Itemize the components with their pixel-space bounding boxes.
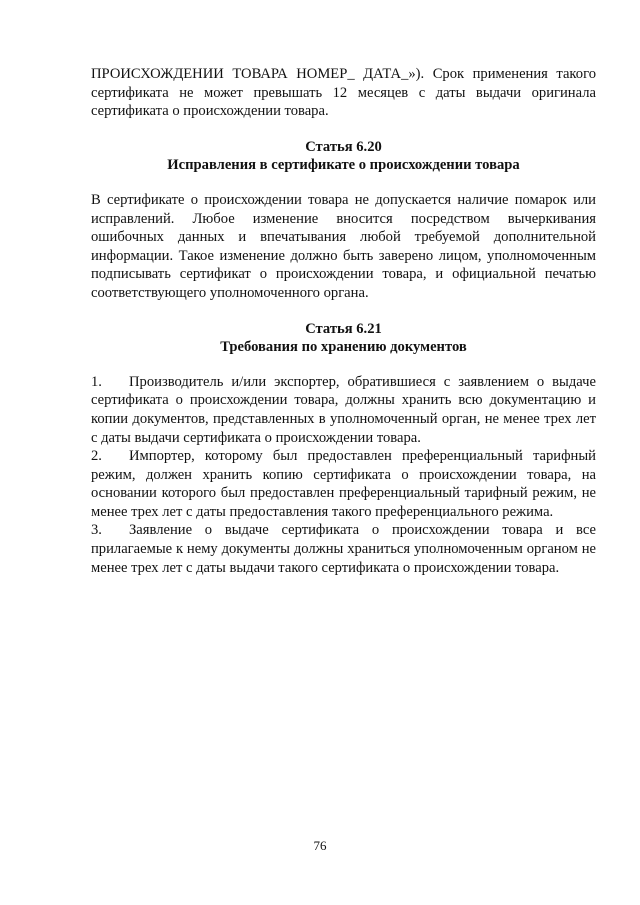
article-6-20-number: Статья 6.20 <box>305 138 382 155</box>
spacer <box>91 357 596 373</box>
list-item <box>91 521 596 577</box>
page-number: 76 <box>313 838 327 853</box>
list-item-text: Производитель и/или экспортер, обратившиеся с заявлением о выдаче сертификата о происхождении товара, должны хранить всю документацию и копии документов, представленных в уполномоченный орган, не менее трех лет с даты выдачи сертификата о происхождении товара. <box>91 373 596 446</box>
list-item <box>91 447 596 521</box>
list-item <box>91 373 596 447</box>
article-6-21-title: Требования по хранению документов <box>220 339 467 356</box>
spacer <box>91 175 596 191</box>
list-item-number: 2. <box>91 448 102 465</box>
list-item-text: Импортер, которому был предоставлен преференциальный тарифный режим, должен хранить копию сертификата о происхождении товара, на основании которого был предоставлен преференциальный тарифный режим, не менее трех лет с даты предоставления такого преференциального режима. <box>91 448 596 520</box>
intro-paragraph: ПРОИСХОЖДЕНИИ ТОВАРА НОМЕР_ ДАТА_»). Срок применения такого сертификата не может превышать 12 месяцев с даты выдачи оригинала сертификата о происхождении товара. <box>91 66 596 120</box>
list-item-text: Заявление о выдаче сертификата о происхождении товара и все прилагаемые к нему документы должны храниться уполномоченным органом не менее трех лет с даты выдачи такого сертификата о происхождении товара. <box>91 522 596 576</box>
list-item-number: 3. <box>91 522 102 539</box>
article-6-20-body: В сертификате о происхождении товара не допускается наличие помарок или исправлений. Любое изменение вносится посредством вычеркивания ошибочных данных и впечатывания любой требуемой дополнительной информации. Такое изменение должно быть заверено лицом, уполномоченным подписывать сертификат о происхождении товара, и официальной печатью соответствующего уполномоченного органа. <box>91 191 596 301</box>
list-item-number: 1. <box>91 373 102 390</box>
article-6-21-number: Статья 6.21 <box>305 320 382 337</box>
page-content <box>91 65 596 577</box>
article-6-20-title: Исправления в сертификате о происхождении товара <box>167 157 520 174</box>
